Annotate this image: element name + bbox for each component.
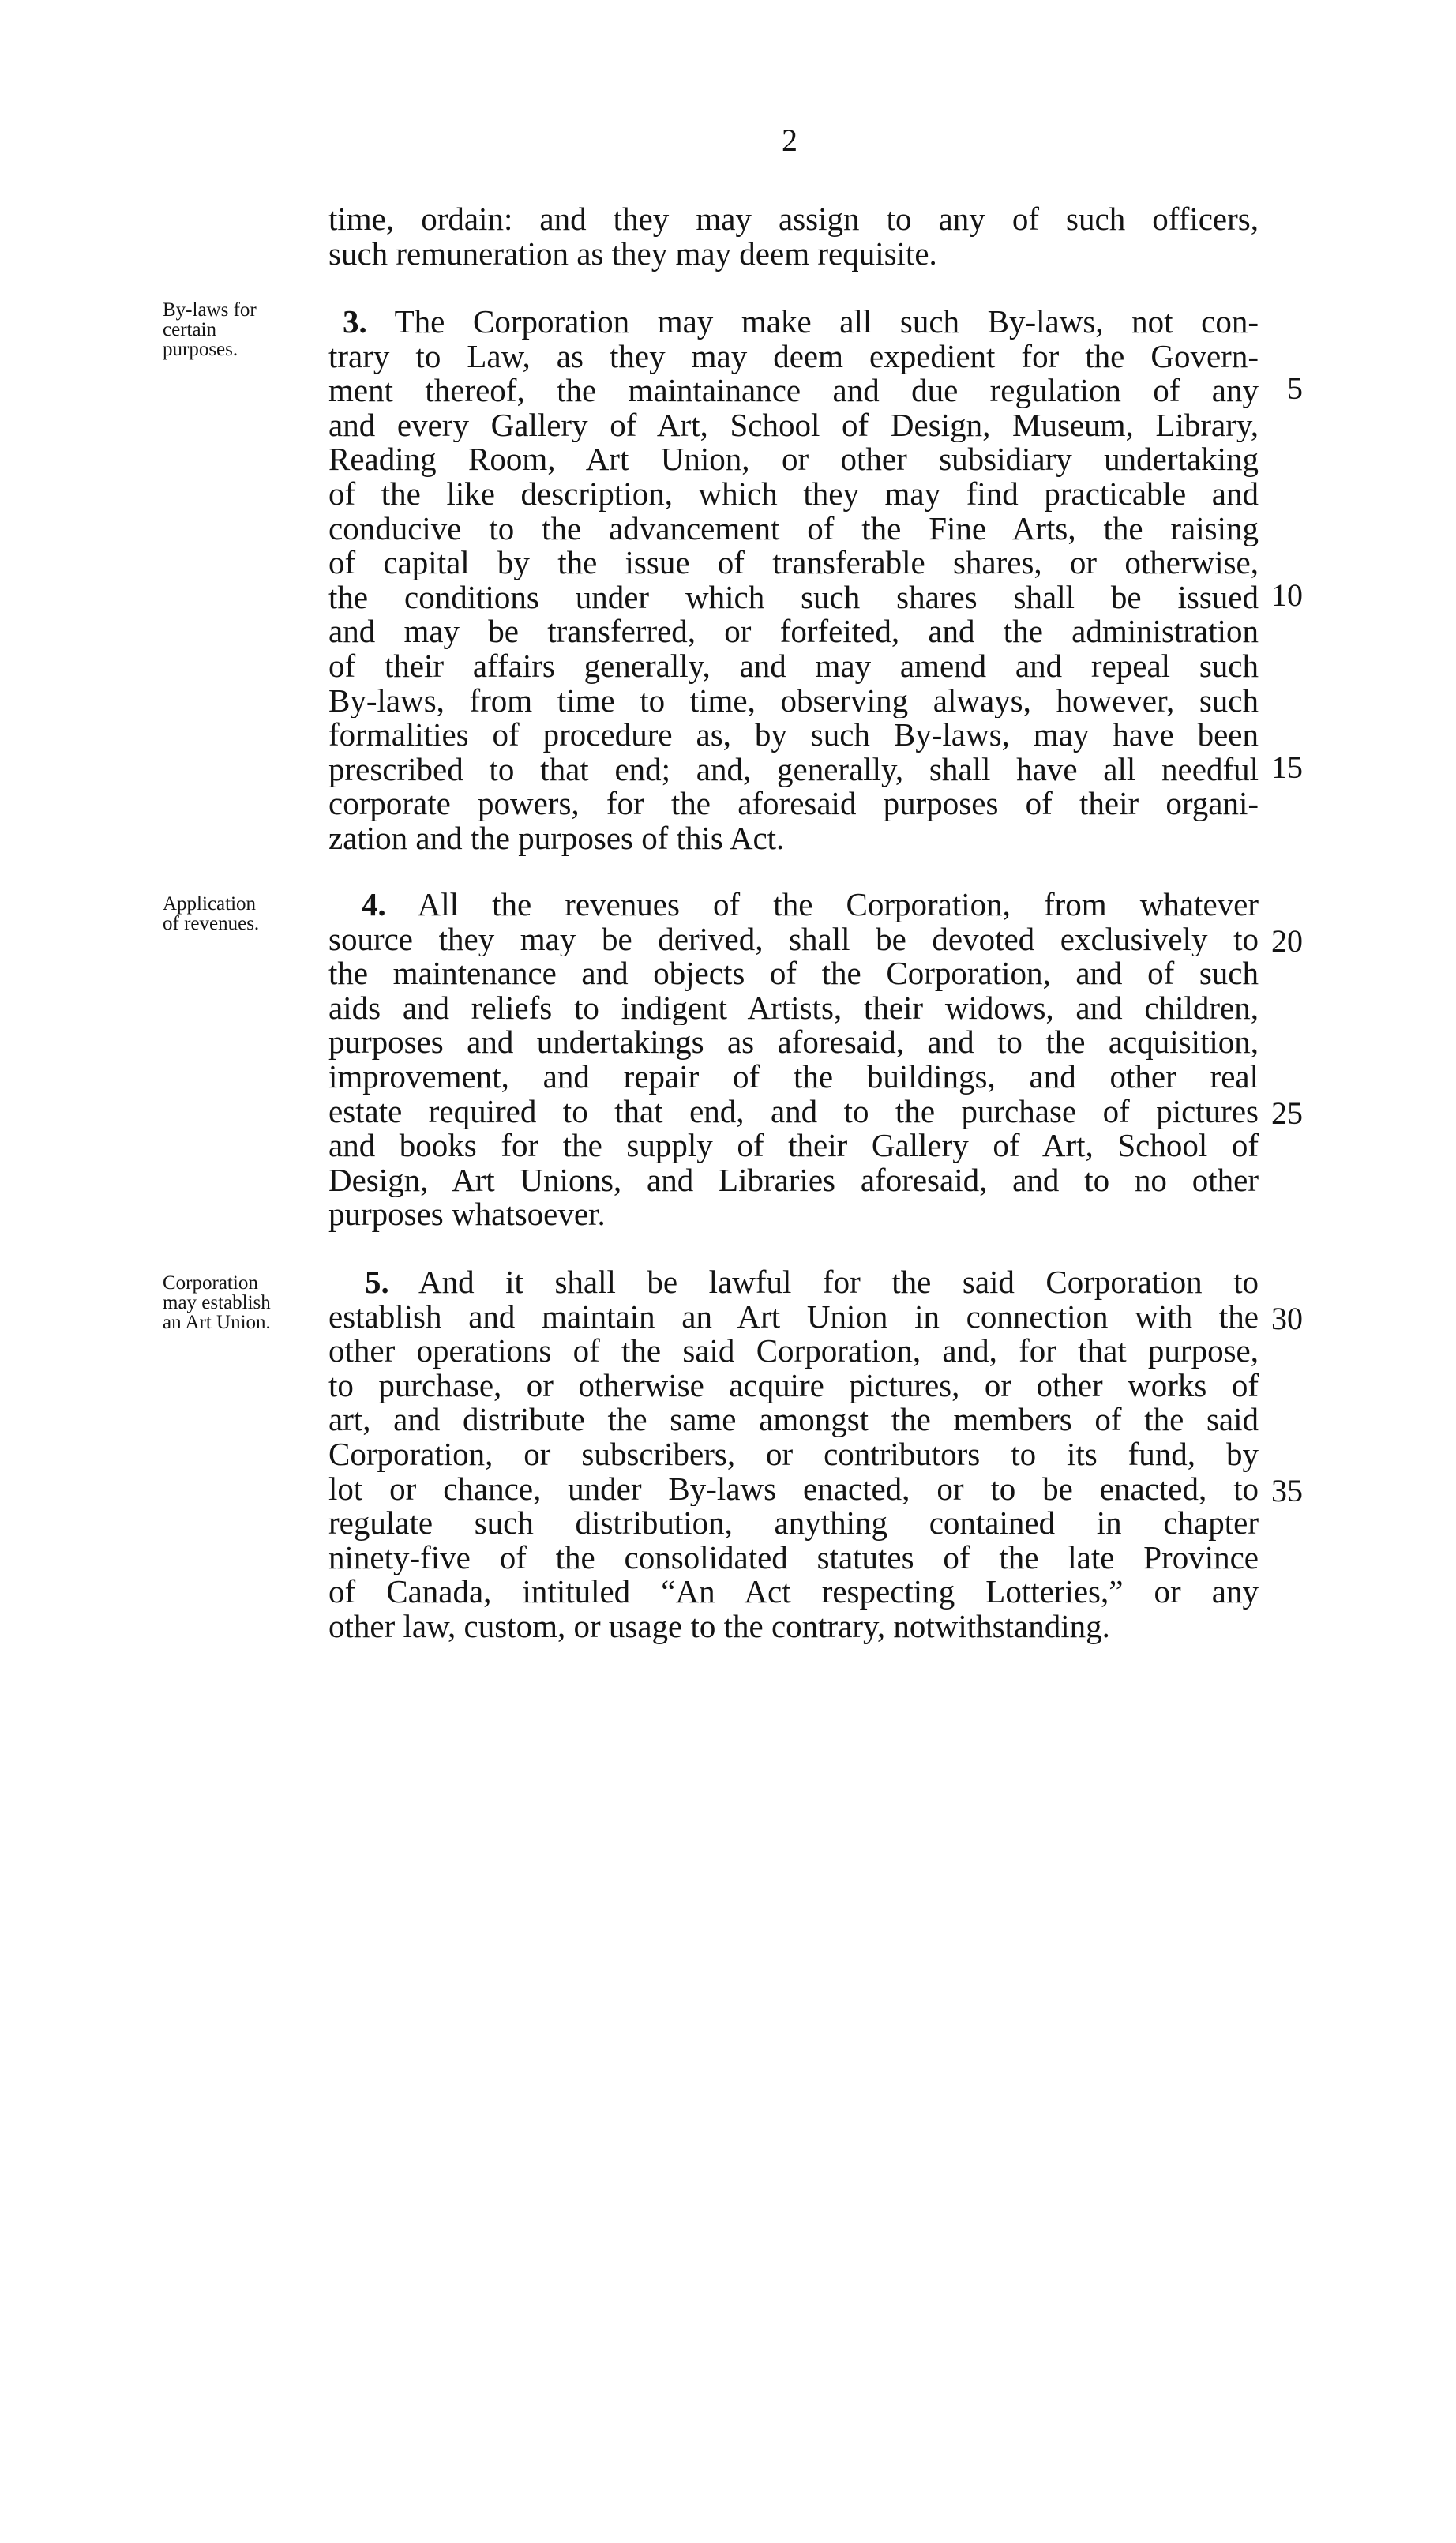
text-line: corporate powers, for the aforesaid purposes of their organi- [328,787,1259,821]
text-line: improvement, and repair of the buildings, and other real [328,1059,1259,1095]
section-3 [328,305,1259,856]
text-line: of the like description, which they may find practicable and [328,476,1259,512]
text-line: 5. And it shall be lawful for the said Corporation to [365,1265,1259,1300]
line-number: 5 [1287,370,1303,406]
line-number: 20 [1271,923,1303,959]
text-line: purposes whatsoever. [328,1196,606,1233]
continuation-text [328,202,1259,271]
section-number: 3. [343,305,367,340]
section-number: 5. [365,1265,389,1300]
line-number: 30 [1271,1301,1303,1336]
text-line: Corporation, or subscribers, or contributors to its fund, by [328,1437,1259,1472]
text-line: and books for the supply of their Gallery of Art, School of [328,1129,1259,1163]
text-line: 4. All the revenues of the Corporation, from whatever [362,888,1259,922]
text-line: of capital by the issue of transferable shares, or otherwise, [328,546,1259,580]
margin-note-art-union: Corporation may establish an Art Union. [163,1272,271,1333]
text-line: Reading Room, Art Union, or other subsidiary undertaking [328,442,1259,477]
text-line: such remuneration as they may deem requisite. [328,235,937,272]
text-line: trary to Law, as they may deem expedient for the Govern- [328,339,1259,374]
margin-note-revenues: Application of revenues. [163,893,260,934]
text-line: of their affairs generally, and may amend and repeal such [328,648,1259,684]
text-line: regulate such distribution, anything contained in chapter [328,1506,1259,1541]
text-line: ment thereof, the maintainance and due regulation of any [328,374,1259,408]
text-line: the conditions under which such shares shall be issued [328,580,1259,615]
text-line: ninety-five of the consolidated statutes of the late Province [328,1540,1259,1576]
line-number: 35 [1271,1473,1303,1508]
text-line: the maintenance and objects of the Corporation, and of such [328,956,1259,991]
line-number: 15 [1271,749,1303,785]
text-line: purposes and undertakings as aforesaid, and to the acquisition, [328,1025,1259,1060]
text-line: to purchase, or otherwise acquire pictures, or other works of [328,1368,1259,1403]
text-line: of Canada, intituled “An Act respecting Lotteries,” or any [328,1575,1259,1610]
text-line: time, ordain: and they may assign to any of such officers, [328,202,1259,237]
text-line: formalities of procedure as, by such By-laws, may have been [328,718,1259,753]
text-line: zation and the purposes of this Act. [328,819,785,856]
text-line: conducive to the advancement of the Fine Arts, the raising [328,511,1259,547]
line-number: 25 [1271,1095,1303,1131]
margin-note-by-laws: By-laws for certain purposes. [163,299,257,360]
text-line: By-laws, from time to time, observing always, however, such [328,683,1259,719]
text-line: Design, Art Unions, and Libraries aforesaid, and to no other [328,1163,1259,1198]
page-number: 2 [782,122,797,158]
text-line: aids and reliefs to indigent Artists, their widows, and children, [328,990,1259,1026]
text-line: other law, custom, or usage to the contrary, notwithstanding. [328,1607,1110,1644]
text-line: and may be transferred, or forfeited, and the administration [328,614,1259,649]
section-5 [328,1265,1259,1644]
line-number: 10 [1271,577,1303,613]
text-line: lot or chance, under By-laws enacted, or to be enacted, to [328,1471,1259,1507]
section-4 [328,888,1259,1232]
text-line: estate required to that end, and to the purchase of pictures [328,1094,1259,1129]
text-line: and every Gallery of Art, School of Design, Museum, Library, [328,408,1259,443]
text-line: source they may be derived, shall be devoted exclusively to [328,922,1259,957]
text-line: prescribed to that end; and, generally, shall have all needful [328,752,1259,787]
text-line: art, and distribute the same amongst the members of the said [328,1403,1259,1437]
text-line: establish and maintain an Art Union in connection with the [328,1299,1259,1335]
section-number: 4. [362,888,386,922]
text-line: other operations of the said Corporation, and, for that purpose, [328,1334,1259,1369]
text-line: 3. The Corporation may make all such By-laws, not con- [343,305,1259,340]
